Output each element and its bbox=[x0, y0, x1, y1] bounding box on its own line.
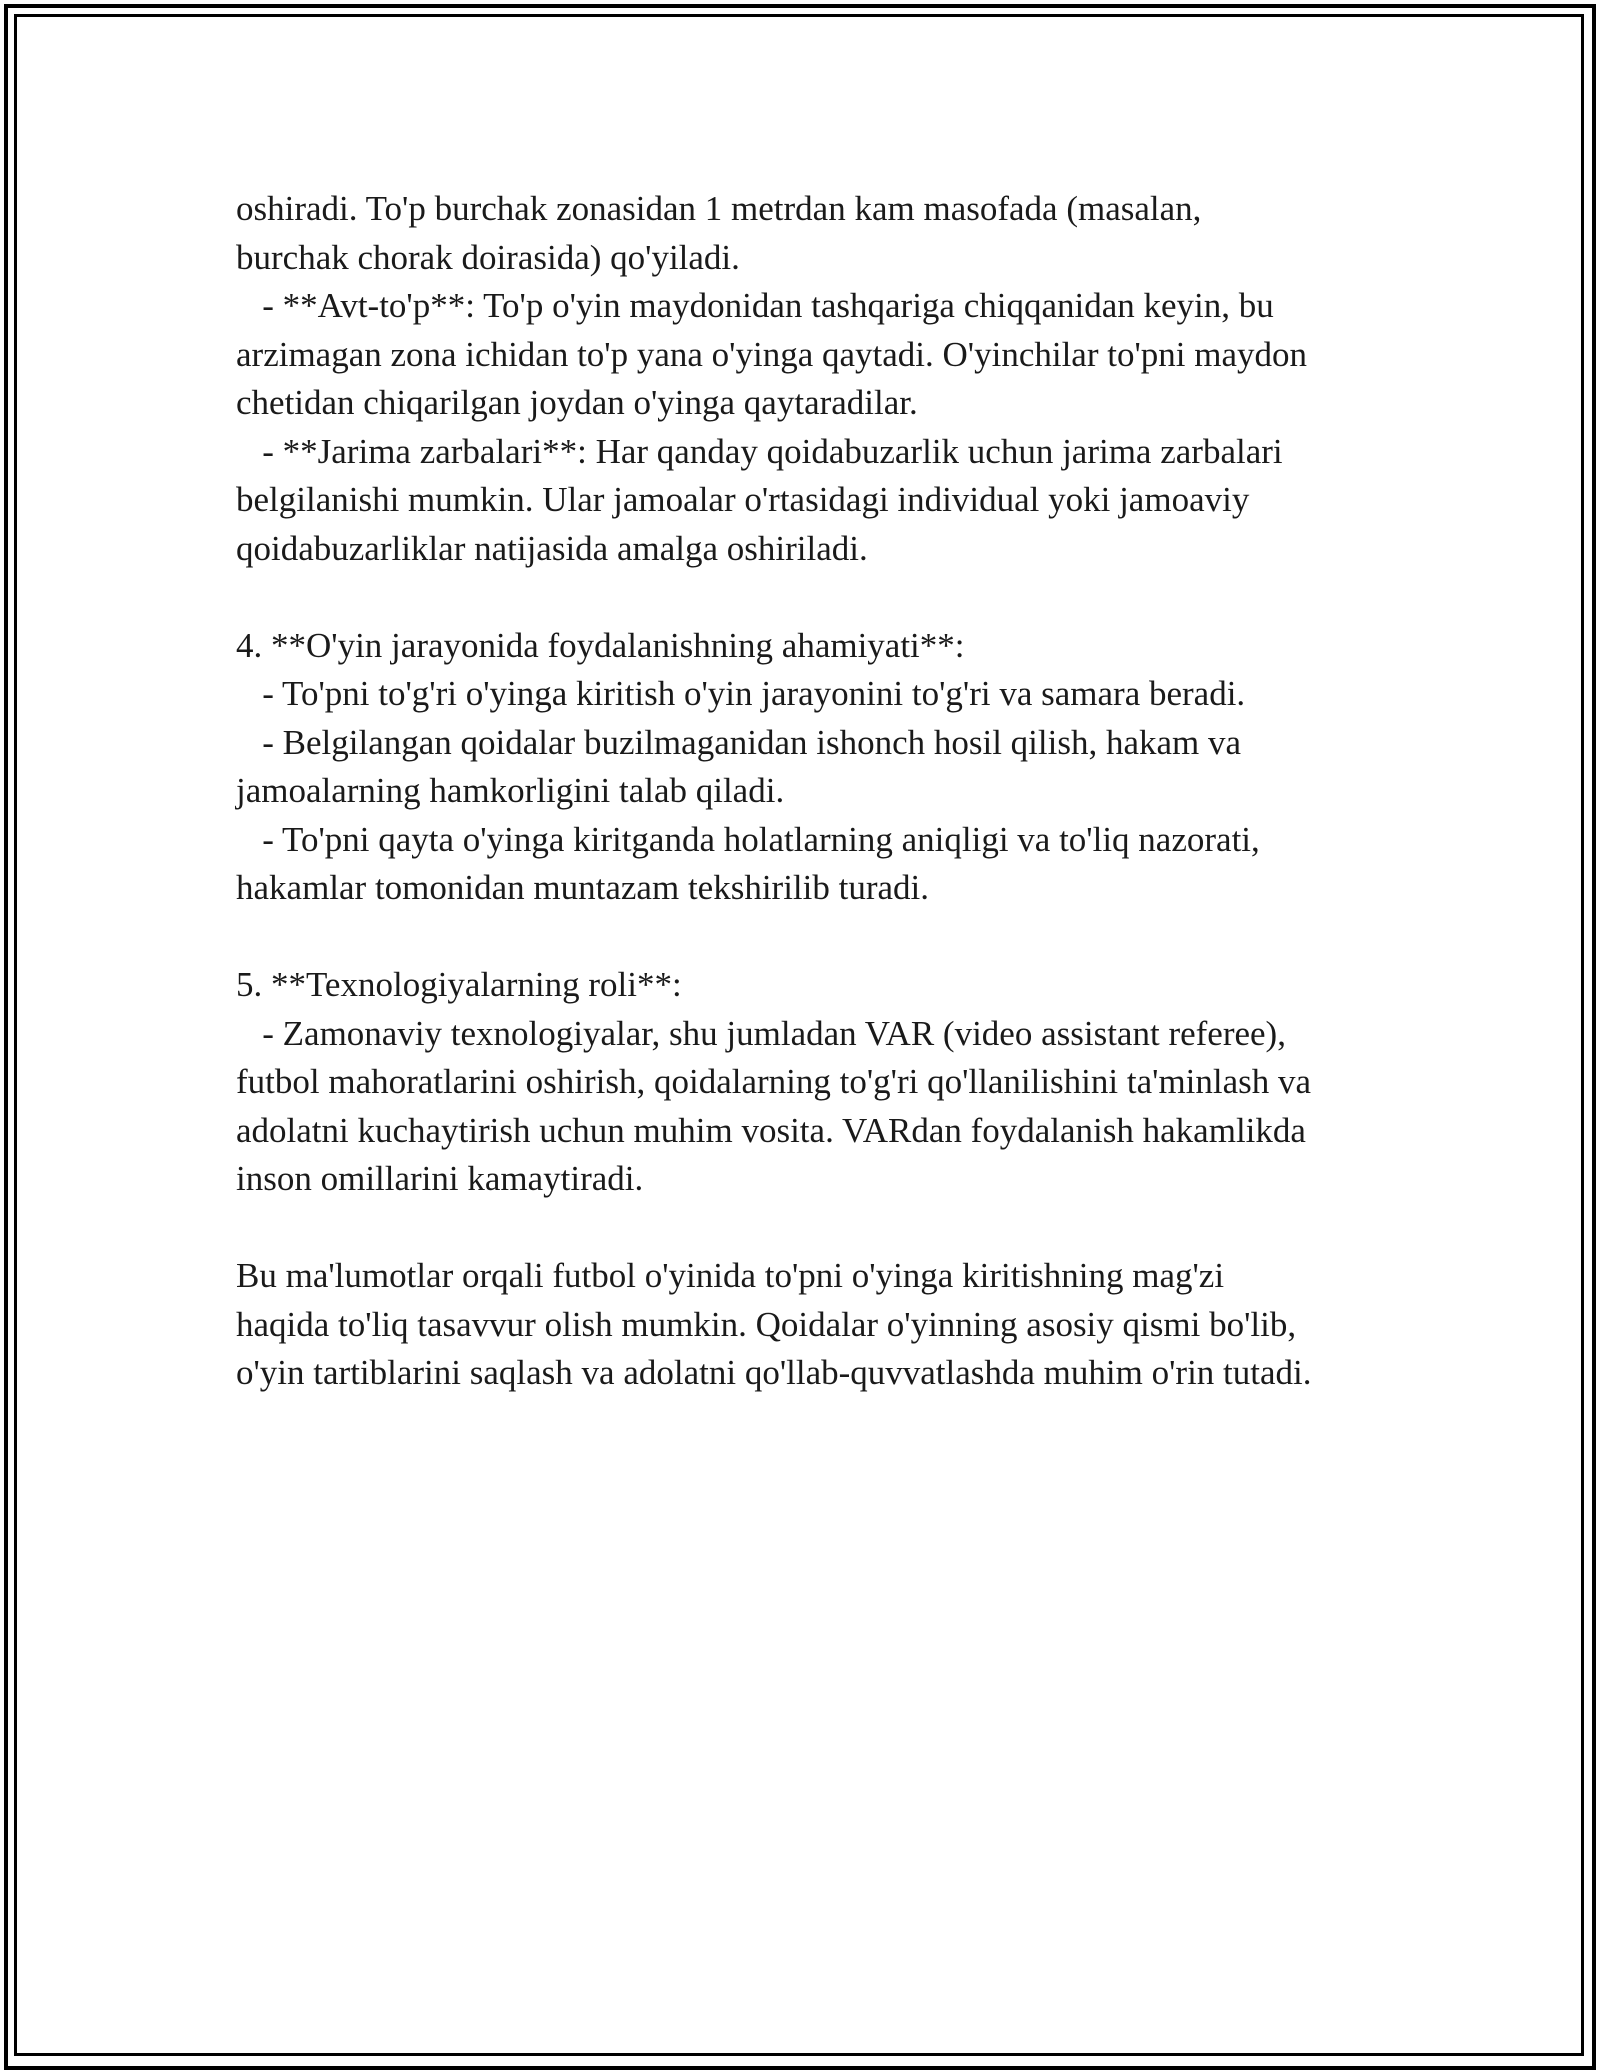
conclusion-line: haqida to'liq tasavvur olish mumkin. Qoidalar o'yinning asosiy qismi bo'lib, bbox=[236, 1304, 1297, 1344]
text-line: futbol mahoratlarini oshirish, qoidalarning to'g'ri qo'llanilishini ta'minlash va bbox=[236, 1062, 1312, 1101]
blank-line bbox=[236, 1204, 1396, 1253]
blank-line bbox=[236, 573, 1396, 622]
text-line: - To'pni qayta o'yinga kiritganda holatlarning aniqligi va to'liq nazorati, bbox=[236, 819, 1260, 859]
text-line: belgilanishi mumkin. Ular jamoalar o'rtasidagi individual yoki jamoaviy bbox=[236, 480, 1250, 519]
text-line: - **Jarima zarbalari**: Har qanday qoidabuzarlik uchun jarima zarbalari bbox=[236, 431, 1283, 471]
text-line: jamoalarning hamkorligini talab qiladi. bbox=[236, 771, 785, 810]
text-line: inson omillarini kamaytiradi. bbox=[236, 1159, 644, 1198]
text-line: burchak chorak doirasida) qo'yiladi. bbox=[236, 237, 740, 277]
text-line: hakamlar tomonidan muntazam tekshirilib turadi. bbox=[236, 868, 930, 907]
section-heading: 4. **O'yin jarayonida foydalanishning ahamiyati**: bbox=[236, 625, 965, 665]
text-line: - Zamonaviy texnologiyalar, shu jumladan VAR (video assistant referee), bbox=[236, 1013, 1286, 1053]
text-line: arzimagan zona ichidan to'p yana o'yinga qaytadi. O'yinchilar to'pni maydon bbox=[236, 334, 1308, 374]
blank-line bbox=[236, 913, 1396, 962]
conclusion-line: Bu ma'lumotlar orqali futbol o'yinida to'pni o'yinga kiritishning mag'zi bbox=[236, 1256, 1225, 1295]
text-line: - **Avt-to'p**: To'p o'yin maydonidan tashqariga chiqqanidan keyin, bu bbox=[236, 286, 1274, 325]
conclusion-line: o'yin tartiblarini saqlash va adolatni qo'llab-quvvatlashda muhim o'rin tutadi. bbox=[236, 1353, 1312, 1392]
text-line: - To'pni to'g'ri o'yinga kiritish o'yin jarayonini to'g'ri va samara beradi. bbox=[236, 674, 1246, 713]
text-line: qoidabuzarliklar natijasida amalga oshiriladi. bbox=[236, 528, 868, 568]
text-line: chetidan chiqarilgan joydan o'yinga qaytaradilar. bbox=[236, 383, 918, 422]
text-line: - Belgilangan qoidalar buzilmaganidan ishonch hosil qilish, hakam va bbox=[236, 722, 1242, 762]
text-line: oshiradi. To'p burchak zonasidan 1 metrdan kam masofada (masalan, bbox=[236, 189, 1202, 228]
text-line: adolatni kuchaytirish uchun muhim vosita. VARdan foydalanish hakamlikda bbox=[236, 1110, 1306, 1150]
document-body bbox=[236, 185, 1396, 1398]
section-heading: 5. **Texnologiyalarning roli**: bbox=[236, 965, 682, 1004]
